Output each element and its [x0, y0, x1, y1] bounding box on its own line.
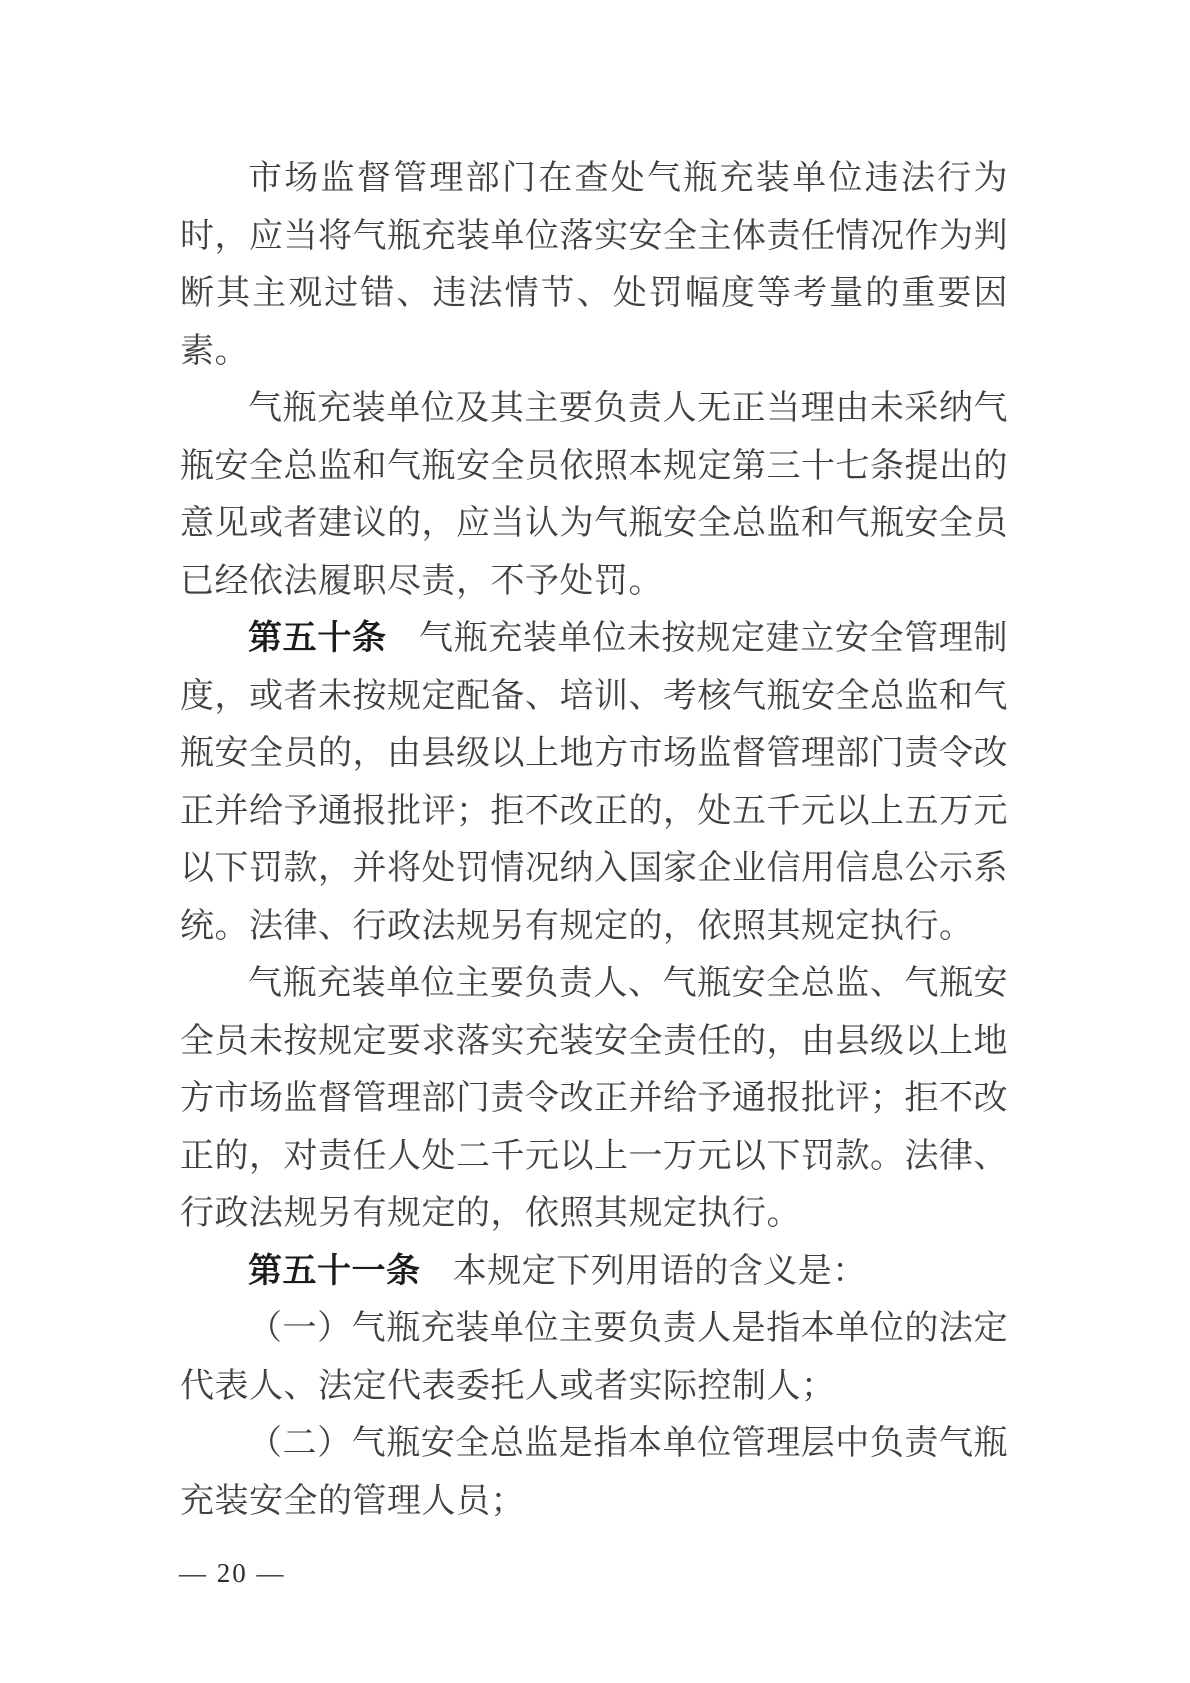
article-50-text: 气瓶充装单位未按规定建立安全管理制度，或者未按规定配备、培训、考核气瓶安全总监和气瓶安全员的，由县级以上地方市场监督管理部门责令改正并给予通报批评；拒不改正的，处五千元以上五万元以下罚款，并将处罚情况纳入国家企业信用信息公示系统。法律、行政法规另有规定的，依照其规定执行。 — [180, 620, 1008, 945]
paragraph-no-punishment-clause: 气瓶充装单位及其主要负责人无正当理由未采纳气瓶安全总监和气瓶安全员依照本规定第三十七条提出的意见或者建议的，应当认为气瓶安全总监和气瓶安全员已经依法履职尽责，不予处罚。 — [180, 390, 1008, 600]
paragraph-definition-item-2: （二）气瓶安全总监是指本单位管理层中负责气瓶充装安全的管理人员； — [180, 1425, 1008, 1520]
article-51-text: 本规定下列用语的含义是： — [452, 1252, 867, 1290]
paragraph-definition-item-1: （一）气瓶充装单位主要负责人是指本单位的法定代表人、法定代表委托人或者实际控制人； — [180, 1310, 1008, 1405]
paragraph-article-51 — [180, 1243, 1008, 1301]
paragraph-enforcement-consideration: 市场监督管理部门在查处气瓶充装单位违法行为时，应当将气瓶充装单位落实安全主体责任情况作为判断其主观过错、违法情节、处罚幅度等考量的重要因素。 — [180, 160, 1008, 370]
article-51-number: 第五十一条 — [248, 1251, 421, 1290]
paragraph-personnel-penalty: 气瓶充装单位主要负责人、气瓶安全总监、气瓶安全员未按规定要求落实充装安全责任的，由县级以上地方市场监督管理部门责令改正并给予通报批评；拒不改正的，对责任人处二千元以上一万元以下罚款。法律、行政法规另有规定的，依照其规定执行。 — [180, 965, 1008, 1232]
document-body — [180, 150, 1008, 1530]
article-50-number: 第五十条 — [248, 619, 387, 657]
paragraph-article-50 — [180, 610, 1008, 955]
page-number: — 20 — — [179, 1558, 286, 1588]
